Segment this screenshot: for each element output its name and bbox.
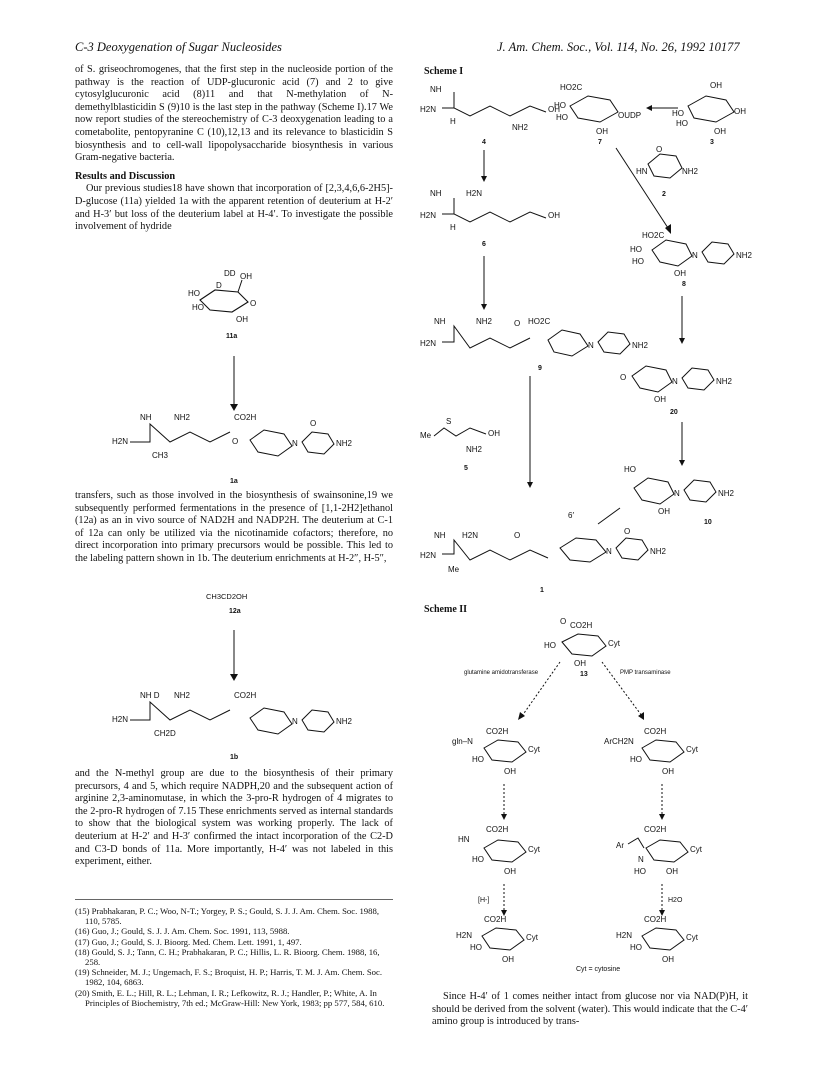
svg-text:OH: OH: [240, 272, 252, 281]
label-9: 9: [538, 365, 542, 372]
label-2: 2: [662, 191, 666, 198]
svg-text:O: O: [624, 527, 631, 536]
svg-text:HO: HO: [672, 109, 684, 118]
svg-text:NH2: NH2: [336, 439, 353, 448]
svg-text:HN: HN: [636, 167, 648, 176]
svg-text:Me: Me: [420, 431, 432, 440]
label-5: 5: [464, 465, 468, 472]
svg-text:H: H: [450, 223, 456, 232]
svg-text:O: O: [514, 531, 521, 540]
svg-text:OH: OH: [504, 767, 516, 776]
structure-imine-left: [458, 825, 541, 876]
svg-text:DD: DD: [224, 269, 236, 278]
label-1a: 1a: [230, 478, 238, 485]
svg-text:NH2: NH2: [476, 317, 493, 326]
svg-text:OH: OH: [548, 105, 560, 114]
svg-text:NH: NH: [430, 85, 442, 94]
svg-text:H2N: H2N: [420, 551, 437, 560]
paragraph-right-bottom: Since H-4′ of 1 comes neither intact from glucose nor via NAD(P)H, it should be derived from the solvent (water). This would indicate that the C-4′ amino group is introduced by trans-: [432, 991, 748, 1028]
svg-text:S: S: [446, 417, 452, 426]
structure-11a: [180, 262, 270, 330]
svg-text:N: N: [638, 855, 644, 864]
structure-1a: [112, 412, 372, 474]
svg-text:CO2H: CO2H: [644, 727, 667, 736]
svg-text:OH: OH: [662, 955, 674, 964]
reagent-water: H2O: [668, 897, 683, 904]
structure-2: [636, 145, 699, 178]
structure-8: [630, 231, 753, 278]
reference-17: (17) Guo, J.; Gould, S. J. Bioorg. Med. Chem. Lett. 1991, 1, 497.: [75, 936, 302, 947]
svg-text:NH2: NH2: [682, 167, 699, 176]
svg-text:CO2H: CO2H: [234, 691, 257, 700]
svg-text:H2N: H2N: [420, 339, 437, 348]
svg-text:OH: OH: [654, 395, 666, 404]
paragraph-results-3: and the N-methyl group are due to the biosynthesis of their primary precursors, 4 and 5, which require NADPH,20 and the subsequent action of arginine 2,3-aminomutase, in which the 3-pro-R hydrogen of 4 migrates to the 2-pro-R hydrogen of 7.15 These enrichments served as internal standards to show that the biological system was working properly. The lack of deuterium at H-2′ and H-3′ confirmed the intact incorporation of the C2-D and C3-D bonds of 11a. More importantly, H-4′ was not labeled in this experiment, either.: [75, 768, 393, 868]
label-7: 7: [598, 139, 602, 146]
svg-text:O: O: [310, 419, 317, 428]
reference-18: (18) Gould, S. J.; Tann, C. H.; Prabhakaran, P. C.; Hillis, L. R. Bioorg. Chem. 1988, 16, 258.: [75, 946, 380, 968]
svg-text:OH: OH: [502, 955, 514, 964]
svg-text:HO: HO: [632, 257, 644, 266]
reference-20: (20) Smith, E. L.; Hill, R. L.; Lehman, I. R.; Lefkowitz, R. J.; Handler, P.; White, A. In Principles of Biochemistry, 7th ed.; McGraw-Hill: New York, 1983; pp 577, 584, 610.: [75, 987, 385, 1008]
svg-text:CO2H: CO2H: [644, 915, 667, 924]
svg-text:Cyt: Cyt: [686, 933, 698, 942]
left-column-cont: [75, 490, 393, 566]
scheme-1-diagram: [420, 78, 760, 598]
formula-12a: CH3CD2OH: [206, 592, 248, 601]
references-rule: [75, 899, 393, 900]
structure-pmp-adduct: [604, 727, 699, 776]
svg-text:H2N: H2N: [112, 715, 129, 724]
svg-text:HO: HO: [556, 113, 568, 122]
svg-text:CH2D: CH2D: [154, 729, 176, 738]
svg-text:H2N: H2N: [616, 931, 633, 940]
svg-text:H2N: H2N: [420, 105, 437, 114]
svg-text:H2N: H2N: [420, 211, 437, 220]
svg-text:OH: OH: [714, 127, 726, 136]
svg-text:HO: HO: [472, 755, 484, 764]
svg-text:NH: NH: [434, 531, 446, 540]
running-header-left: C-3 Deoxygenation of Sugar Nucleosides: [75, 40, 282, 54]
label-12a: 12a: [229, 608, 241, 615]
reference-16: (16) Guo, J.; Gould, S. J. J. Am. Chem. Soc. 1991, 113, 5988.: [75, 926, 290, 937]
svg-text:CO2H: CO2H: [570, 621, 593, 630]
svg-text:6′: 6′: [568, 511, 574, 520]
svg-text:OH: OH: [710, 81, 722, 90]
svg-text:N: N: [692, 251, 698, 260]
svg-text:NH2: NH2: [632, 341, 649, 350]
svg-text:CO2H: CO2H: [486, 825, 509, 834]
svg-text:HO: HO: [192, 303, 204, 312]
svg-text:N: N: [606, 547, 612, 556]
left-column: [75, 64, 393, 234]
enzyme-left: glutamine amidotransferase: [464, 670, 539, 676]
svg-text:HO: HO: [544, 641, 556, 650]
svg-text:N: N: [292, 439, 298, 448]
svg-text:O: O: [560, 617, 567, 626]
svg-text:NH: NH: [430, 189, 442, 198]
structure-product-left: [456, 915, 539, 964]
svg-text:OH: OH: [662, 767, 674, 776]
svg-text:Cyt: Cyt: [686, 745, 698, 754]
svg-text:Cyt: Cyt: [526, 933, 538, 942]
svg-text:N: N: [292, 717, 298, 726]
svg-text:CO2H: CO2H: [484, 915, 507, 924]
svg-text:H2N: H2N: [112, 437, 129, 446]
svg-text:OUDP: OUDP: [618, 111, 642, 120]
svg-text:OH: OH: [658, 507, 670, 516]
svg-text:HO: HO: [630, 755, 642, 764]
svg-text:NH2: NH2: [736, 251, 753, 260]
structure-imine-right: [616, 825, 703, 876]
svg-text:NH2: NH2: [174, 691, 191, 700]
structure-3: [672, 81, 746, 136]
reference-15: (15) Prabhakaran, P. C.; Woo, N-T.; Yorgey, P. S.; Gould, S. J. J. Am. Chem. Soc. 1988, 110, 5785.: [75, 906, 380, 927]
scheme-1-title: Scheme I: [424, 66, 464, 77]
label-3: 3: [710, 139, 714, 146]
svg-text:ArCH2N: ArCH2N: [604, 737, 634, 746]
svg-text:Cyt: Cyt: [528, 845, 540, 854]
svg-text:N: N: [672, 377, 678, 386]
structure-1b: [112, 690, 372, 750]
svg-text:HO: HO: [470, 943, 482, 952]
svg-text:NH: NH: [140, 413, 152, 422]
label-10: 10: [704, 519, 712, 526]
svg-text:O: O: [514, 319, 521, 328]
svg-text:gln–N: gln–N: [452, 737, 473, 746]
svg-text:Cyt: Cyt: [690, 845, 702, 854]
svg-text:HO: HO: [472, 855, 484, 864]
reference-19: (19) Schneider, M. J.; Ungemach, F. S.; Broquist, H. P.; Harris, T. M. J. Am. Chem. Soc. 1982, 104, 6863.: [75, 967, 383, 988]
label-13: 13: [580, 671, 588, 678]
left-column-cont2: [75, 768, 393, 869]
svg-text:HN: HN: [458, 835, 470, 844]
svg-text:NH2: NH2: [650, 547, 667, 556]
svg-text:HO: HO: [630, 245, 642, 254]
structure-6: [420, 189, 560, 232]
arrow-11a-to-1a: [228, 356, 240, 412]
paragraph-results-1: Our previous studies18 have shown that incorporation of [2,3,4,6,6-2H5]-D-glucose (11a) yielded 1a with the apparent retention of deuterium at H-2′ and H-3′ but loss of the deuterium label at H-4′. To investigate the possible involvement of hydride: [75, 183, 393, 233]
paragraph-intro: of S. griseochromogenes, that the first step in the nucleoside portion of the pathway is the reaction of UDP-glucuronic acid (7) and 2 to give cytosylglucuronic acid (8)11 and that N-methylation of N-demethylblasticidin S (9)10 is the last step in the pathway (Scheme I).17 We now report studies of the stereochemistry of C-3 deoxygenation leading to a cometabolite, pentopyranine C (10),12,13 and its relevance to blasticidin S biosynthesis and to cell-wall lipopolysaccharide biosynthesis in various Gram-negative bacteria.: [75, 64, 393, 164]
svg-text:CO2H: CO2H: [644, 825, 667, 834]
svg-text:NH2: NH2: [718, 489, 735, 498]
structure-5: [420, 417, 500, 454]
svg-text:H: H: [450, 117, 456, 126]
svg-text:O: O: [656, 145, 663, 154]
label-20: 20: [670, 409, 678, 416]
svg-text:OH: OH: [674, 269, 686, 278]
svg-text:CH3: CH3: [152, 451, 169, 460]
structure-product-right: [616, 915, 699, 964]
svg-text:H2N: H2N: [456, 931, 473, 940]
svg-text:HO2C: HO2C: [528, 317, 551, 326]
section-title: Results and Discussion: [75, 170, 176, 182]
structure-13: [544, 617, 621, 668]
label-1: 1: [540, 587, 544, 594]
label-4: 4: [482, 139, 486, 146]
svg-text:OH: OH: [734, 107, 746, 116]
structure-1: [420, 511, 667, 574]
svg-text:NH: NH: [434, 317, 446, 326]
reagent-hydride: [H-]: [478, 897, 490, 904]
svg-text:NH D: NH D: [140, 691, 160, 700]
label-1b: 1b: [230, 754, 239, 761]
svg-text:Cyt: Cyt: [528, 745, 540, 754]
svg-text:CO2H: CO2H: [234, 413, 257, 422]
svg-text:NH2: NH2: [716, 377, 733, 386]
label-8: 8: [682, 281, 686, 288]
cyt-footnote: Cyt = cytosine: [576, 966, 621, 973]
svg-text:Cyt: Cyt: [608, 639, 620, 648]
svg-text:H2N: H2N: [462, 531, 479, 540]
svg-text:OH: OH: [666, 867, 678, 876]
scheme-2-title: Scheme II: [424, 604, 468, 615]
svg-text:HO2C: HO2C: [560, 83, 583, 92]
label-11a: 11a: [226, 333, 238, 340]
svg-text:H2N: H2N: [466, 189, 483, 198]
svg-text:NH2: NH2: [174, 413, 191, 422]
svg-text:OH: OH: [488, 429, 500, 438]
structure-10: [624, 465, 735, 516]
enzyme-right: PMP transaminase: [620, 670, 671, 676]
svg-text:D: D: [216, 281, 222, 290]
references: [75, 906, 393, 1008]
label-6: 6: [482, 241, 486, 248]
svg-text:Ar: Ar: [616, 841, 624, 850]
svg-text:OH: OH: [504, 867, 516, 876]
svg-text:O: O: [620, 373, 627, 382]
running-header-right: J. Am. Chem. Soc., Vol. 114, No. 26, 1992 10177: [497, 40, 740, 54]
svg-text:HO: HO: [554, 101, 566, 110]
structure-9: [420, 317, 649, 356]
svg-text:HO: HO: [630, 943, 642, 952]
structure-gln-adduct: [452, 727, 541, 776]
svg-text:O: O: [232, 437, 239, 446]
svg-text:HO: HO: [624, 465, 636, 474]
svg-text:N: N: [674, 489, 680, 498]
structure-7: [554, 83, 641, 136]
structure-4: [420, 85, 560, 132]
svg-text:N: N: [588, 341, 594, 350]
svg-text:NH2: NH2: [466, 445, 483, 454]
svg-text:O: O: [250, 299, 257, 308]
arrow-12a-to-1b: [228, 630, 240, 682]
svg-text:OH: OH: [574, 659, 586, 668]
svg-text:HO: HO: [188, 289, 200, 298]
svg-text:NH2: NH2: [336, 717, 353, 726]
svg-text:OH: OH: [548, 211, 560, 220]
scheme-2-diagram: [444, 616, 744, 964]
svg-text:OH: OH: [596, 127, 608, 136]
svg-text:HO: HO: [634, 867, 646, 876]
svg-text:CO2H: CO2H: [486, 727, 509, 736]
structure-20: [620, 366, 733, 404]
paragraph-results-2: transfers, such as those involved in the biosynthesis of swainsonine,19 we subsequently performed fermentations in the presence of [1,1-2H2]ethanol (12a) as an in vivo source of NAD2H and NADP2H. The deuterium at C-1 of 12a can only be utilized via the nicotinamide cofactors; therefore, no direct incorporation into primary precursors would be possible. This led to the labeling pattern shown in 1b. The deuterium enrichments at H-2″, H-5″,: [75, 490, 393, 564]
svg-text:HO2C: HO2C: [642, 231, 665, 240]
svg-text:OH: OH: [236, 315, 248, 324]
svg-text:Me: Me: [448, 565, 460, 574]
svg-text:NH2: NH2: [512, 123, 529, 132]
svg-text:HO: HO: [676, 119, 688, 128]
